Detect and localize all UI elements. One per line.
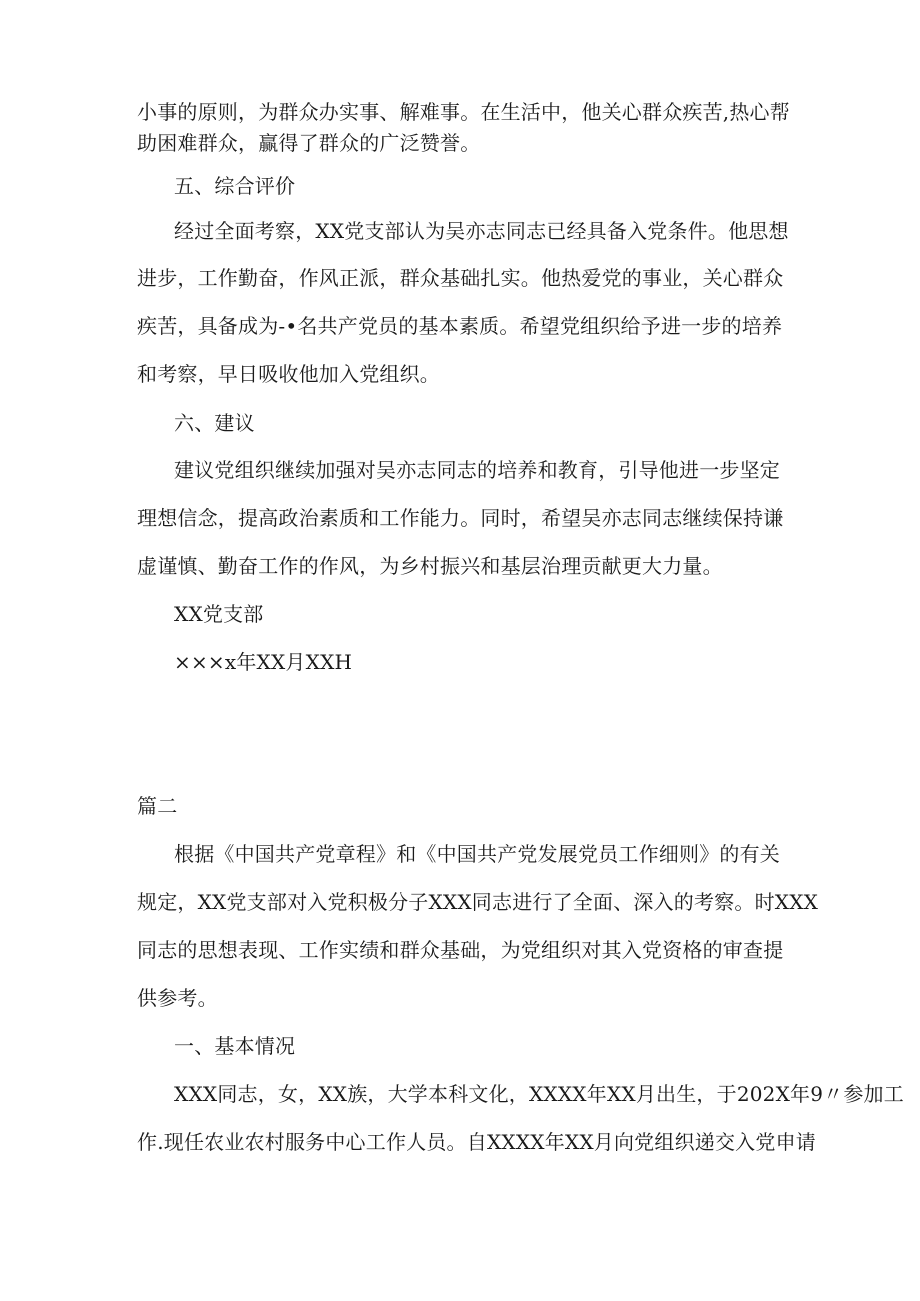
signature-date: ×××x年XX月XXH [174,650,353,674]
paragraph-line: 规定，XX党支部对入党积极分子XXX同志进行了全面、深入的考察。时XXX [137,890,819,914]
paragraph-line: 理想信念，提高政治素质和工作能力。同时，希望吴亦志同志继续保持谦 [137,506,784,530]
section-heading-suggestion: 六、建议 [174,411,255,435]
paragraph-line: 根据《中国共产党章程》和《中国共产党发展党员工作细则》的有关 [174,842,780,866]
paragraph-line: 经过全面考察，XX党支部认为吴亦志同志已经具备入党条件。他思想 [174,219,789,243]
paragraph-line: 建议党组织继续加强对吴亦志同志的培养和教育，引导他进一步坚定 [174,458,780,482]
paragraph-line: 虚谨慎、勤奋工作的作风，为乡村振兴和基层治理贡献更大力量。 [137,554,723,578]
paragraph-line: 作.现任农业农村服务中心工作人员。自XXXX年XX月向党组织递交入党申请 [137,1130,816,1154]
section-heading-basic-info: 一、基本情况 [174,1034,296,1058]
paragraph-line: 和考察，早日吸收他加入党组织。 [137,362,440,386]
paragraph-line: XXX同志，女，XX族，大学本科文化，XXXX年XX月出生，于202X年9〃参加工 [174,1082,904,1106]
chapter-heading: 篇二 [137,794,178,818]
paragraph-line: 助困难群众，赢得了群众的广泛赞誉。 [137,131,481,155]
paragraph-line: 小事的原则，为群众办实事、解难事。在生活中，他关心群众疾苦,热心帮 [137,100,790,124]
paragraph-line: 进步，工作勤奋，作风正派，群众基础扎实。他热爱党的事业，关心群众 [137,266,784,290]
paragraph-line: 供参考。 [137,986,218,1010]
paragraph-line: 疾苦，具备成为-•名共产党员的基本素质。希望党组织给予进一步的培养 [137,314,783,338]
section-heading-evaluation: 五、综合评价 [174,174,296,198]
signature-org: XX党支部 [174,602,264,626]
paragraph-line: 同志的思想表现、工作实绩和群众基础，为党组织对其入党资格的审查提 [137,938,784,962]
